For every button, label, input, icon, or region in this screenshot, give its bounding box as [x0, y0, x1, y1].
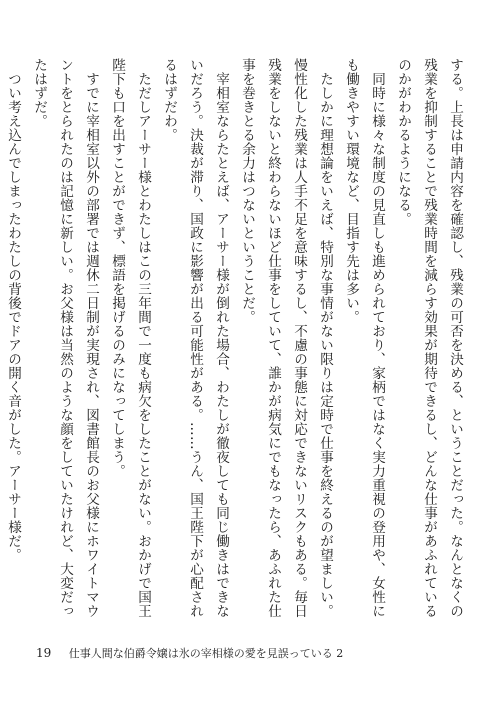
paragraph: すでに宰相室以外の部署では週休二日制が実現され、図書館長のお父様にホワイトマウントをとられたのは記憶に新しい。お父様は当然のような顔をしていたけれど、大変だったはずだ。: [31, 58, 99, 618]
paragraph: たしかに理想論をいえば、特別な事情がない限りは定時で仕事を終えるのが望ましい。慢性化した残業は人手不足を意味するし、不慮の事態に対応できないリスクもある。毎日残業をしないと終わらないほど仕事をしていて、誰かが病気にでもなったら、あふれた仕事を巻きとる余力はつないということだ。: [239, 58, 333, 618]
paragraph: ただしアーサー様とわたしはこの三年間で一度も病欠をしたことがない。おかげで国王陛下も口を出すことができず、標語を掲げるのみになってしまう。: [109, 58, 151, 618]
paragraph: 同時に様々な制度の見直しも進められており、家柄ではなく実力重視の登用や、女性にも働きやすい環境など、目指す先は多い。: [343, 58, 385, 618]
paragraph: つい考え込んでしまったわたしの背後でドアの開く音がした。アーサー様だ。: [5, 58, 21, 562]
page-number: 19: [36, 646, 52, 660]
body-text: [5, 58, 468, 628]
page-footer: [36, 645, 343, 661]
book-title: 仕事人間な伯爵令嬢は氷の宰相様の愛を見誤っている 2: [68, 647, 344, 660]
paragraph: 宰相室ならたとえば、アーサー様が倒れた場合、わたしが徹夜しても同じ働きはできないだろう。決裁が滞り、国政に影響が出る可能性がある。……うん、国王陛下が心配されるはずだわ。: [161, 58, 229, 618]
paragraph: する。上長は申請内容を確認し、残業の可否を決める、ということだった。なんとなくの残業を抑制することで残業時間を減らす効果が期待できるし、どんな仕事があふれているのかがわかるようになる。: [395, 58, 463, 618]
